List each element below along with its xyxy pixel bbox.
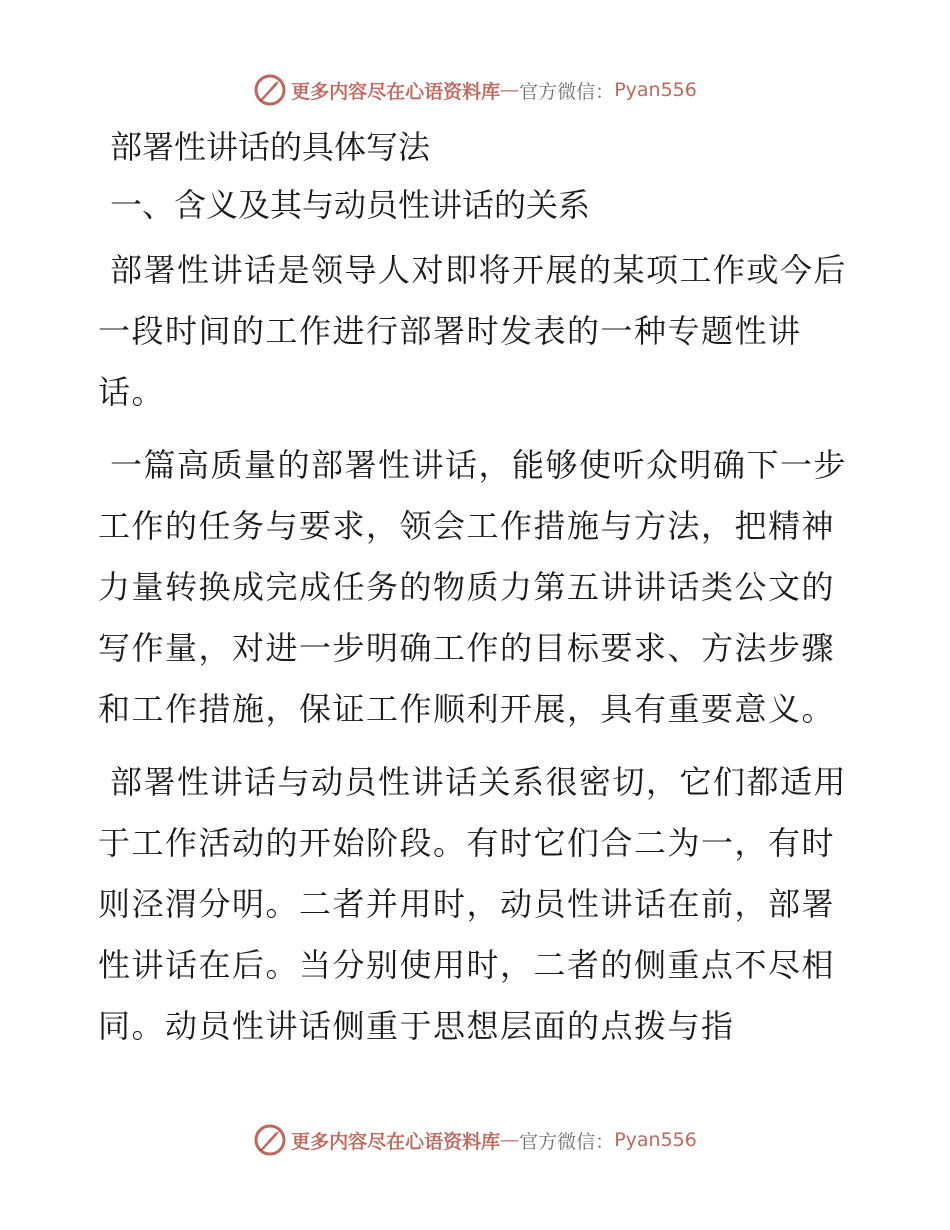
watermark-wechat-id: Pyan556	[614, 1129, 697, 1151]
watermark-main-text: 更多内容尽在心语资料库	[291, 80, 501, 103]
watermark-main-text: 更多内容尽在心语资料库	[291, 1130, 501, 1153]
paragraph-2: 一篇高质量的部署性讲话，能够使听众明确下一步工作的任务与要求，领会工作措施与方法，把精神力量转换成完成任务的物质力第五讲讲话类公文的写作量，对进一步明确工作的目标要求、方法步骤和工作措施，保证工作顺利开展，具有重要意义。	[98, 446, 848, 728]
section-heading: 一、含义及其与动员性讲话的关系	[110, 186, 591, 224]
watermark-separator: —	[500, 1129, 520, 1151]
paragraph-1: 部署性讲话是领导人对即将开展的某项工作或今后一段时间的工作进行部署时发表的一种专题性讲话。	[98, 251, 848, 411]
watermark-wechat-label: 官方微信：	[519, 80, 615, 103]
document-title: 部署性讲话的具体写法	[110, 128, 431, 166]
paragraph-3: 部署性讲话与动员性讲话关系很密切，它们都适用于工作活动的开始阶段。有时它们合二为一，有时则泾渭分明。二者并用时，动员性讲话在前，部署性讲话在后。当分别使用时，二者的侧重点不尽相同。动员性讲话侧重于思想层面的点拨与指	[98, 763, 848, 1045]
quill-pen-icon	[253, 1123, 287, 1157]
watermark-wechat-label: 官方微信：	[519, 1130, 615, 1153]
quill-pen-icon	[253, 73, 287, 107]
watermark-wechat-id: Pyan556	[614, 79, 697, 101]
watermark-separator: —	[500, 79, 520, 101]
header-watermark	[0, 70, 950, 110]
document-body	[98, 122, 858, 1057]
footer-watermark	[0, 1120, 950, 1160]
